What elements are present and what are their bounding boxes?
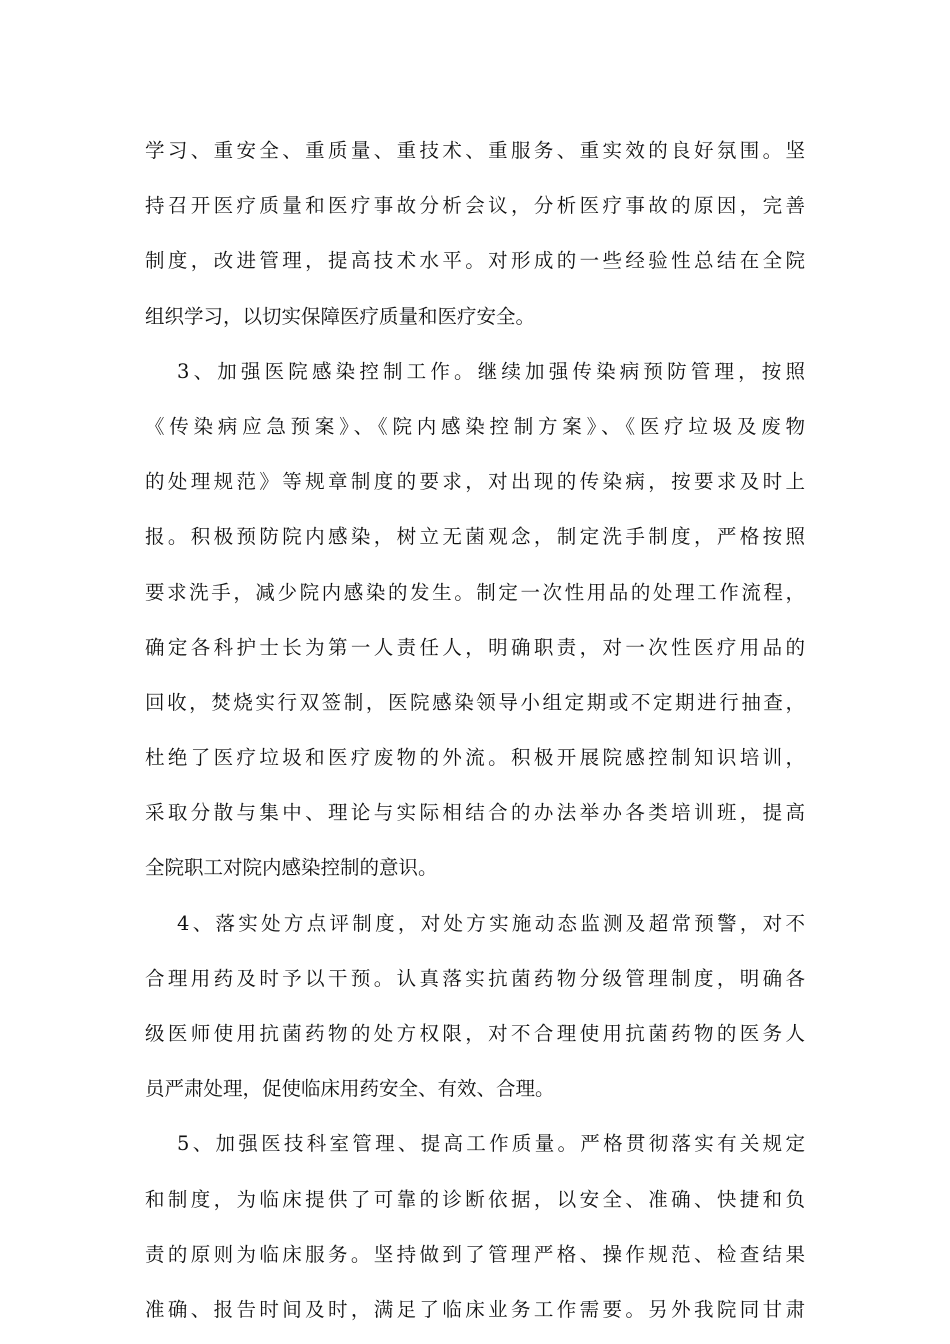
text-line: 要求洗手，减少院内感染的发生。制定一次性用品的处理工作流程， bbox=[145, 580, 805, 604]
text-line: 回收，焚烧实行双签制，医院感染领导小组定期或不定期进行抽查， bbox=[145, 690, 805, 714]
text-line: 责的原则为临床服务。坚持做到了管理严格、操作规范、检查结果 bbox=[145, 1242, 805, 1266]
text-line: 级医师使用抗菌药物的处方权限，对不合理使用抗菌药物的医务人 bbox=[145, 1022, 805, 1045]
text-line: 报。积极预防院内感染，树立无菌观念，制定洗手制度，严格按照 bbox=[145, 525, 805, 549]
text-line: 的处理规范》等规章制度的要求，对出现的传染病，按要求及时上 bbox=[145, 470, 805, 494]
text-line: 杜绝了医疗垃圾和医疗废物的外流。积极开展院感控制知识培训， bbox=[145, 746, 805, 770]
text-line: 《传染病应急预案》、《院内感染控制方案》、《医疗垃圾及废物 bbox=[145, 414, 805, 438]
paragraph-start-line: 5、加强医技科室管理、提高工作质量。严格贯彻落实有关规定 bbox=[177, 1132, 805, 1156]
text-line: 学习、重安全、重质量、重技术、重服务、重实效的良好氛围。坚 bbox=[145, 139, 805, 162]
text-line: 持召开医疗质量和医疗事故分析会议，分析医疗事故的原因，完善 bbox=[145, 194, 805, 218]
text-line: 合理用药及时予以干预。认真落实抗菌药物分级管理制度，明确各 bbox=[145, 966, 805, 990]
text-line: 员严肃处理，促使临床用药安全、有效、合理。 bbox=[145, 1077, 555, 1101]
text-line: 确定各科护士长为第一人责任人，明确职责，对一次性医疗用品的 bbox=[145, 635, 805, 659]
paragraph-start-line: 4、落实处方点评制度，对处方实施动态监测及超常预警，对不 bbox=[177, 911, 805, 935]
text-line: 组织学习，以切实保障医疗质量和医疗安全。 bbox=[145, 304, 536, 328]
text-line: 全院职工对院内感染控制的意识。 bbox=[145, 856, 438, 880]
document-body bbox=[145, 128, 805, 1342]
text-line: 采取分散与集中、理论与实际相结合的办法举办各类培训班，提高 bbox=[145, 801, 805, 825]
text-line: 准确、报告时间及时，满足了临床业务工作需要。另外我院同甘肃 bbox=[145, 1297, 805, 1321]
paragraph-start-line: 3、加强医院感染控制工作。继续加强传染病预防管理，按照 bbox=[177, 359, 805, 383]
text-line: 制度，改进管理，提高技术水平。对形成的一些经验性总结在全院 bbox=[145, 249, 805, 273]
text-line: 和制度，为临床提供了可靠的诊断依据，以安全、准确、快捷和负 bbox=[145, 1187, 805, 1211]
